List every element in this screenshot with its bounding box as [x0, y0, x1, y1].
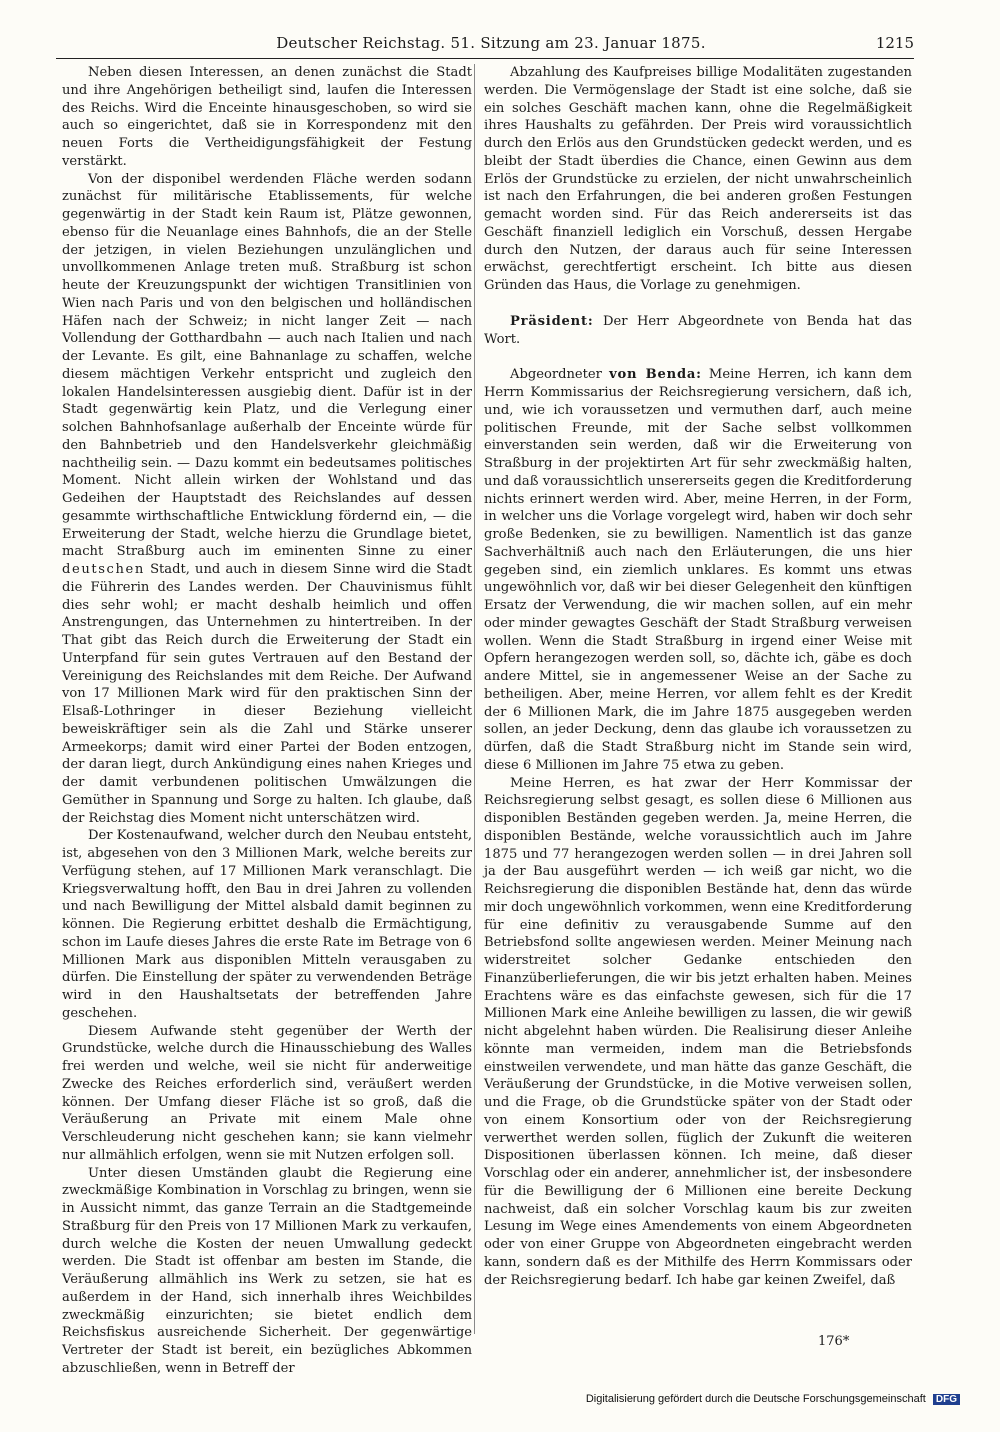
emphasized-word: deutschen: [62, 562, 145, 577]
right-column: [484, 64, 912, 1289]
paragraph: Neben diesen Interessen, an denen zunächst die Stadt und ihre Angehörigen betheiligt sind, laufen die Interessen des Reichs. Wird die Enceinte hinausgeschoben, so wird sie auch so eingerichtet, daß sie in Korrespondenz mit den neuen Forts die Vertheidigungsfähigkeit der Festung verstärkt.: [62, 65, 472, 169]
paragraph: [62, 171, 472, 828]
speaker-name: von Benda:: [609, 367, 702, 383]
speaker-prefix: Abgeordneter: [510, 367, 602, 383]
spacer: [484, 348, 912, 366]
paragraph: Der Kostenaufwand, welcher durch den Neubau entsteht, ist, abgesehen von den 3 Millionen Mark, welche bereits zur Verfügung stehen, auf 17 Millionen Mark veranschlagt. Die Kriegsverwaltung hofft, den Bau in drei Jahren zu vollenden und nach Bewilligung der Mittel alsbald damit beginnen zu können. Die Regierung erbittet deshalb die Ermächtigung, schon im Laufe dieses Jahres die erste Rate im Betrage von 6 Millionen Mark aus disponiblen Mitteln verausgaben zu dürfen. Die Einstellung der später zu verwendenden Beträge wird in den Haushaltsetats der betreffenden Jahre geschehen.: [62, 828, 472, 1021]
dfg-logo: DFG: [933, 1394, 960, 1405]
signature-mark: 176*: [818, 1334, 850, 1349]
speech-text: Meine Herren, ich kann dem Herrn Kommissarius der Reichsregierung versichern, daß ich, und, wie ich voraussetzen und vermuthen darf, auch meine politischen Freunde, mit der Sache selbst vollkommen einverstanden sein werden, daß wir die Erweiterung von Straßburg in der projektirten Art für sehr zweckmäßig halten, und daß voraussichtlich unsererseits gegen die Kreditforderung nichts erinnert werden wird. Aber, meine Herren, in der Form, in welcher uns die Vorlage vorgelegt wird, haben wir doch sehr große Bedenken, sie zu bewilligen. Namentlich ist das ganze Sachverhältniß auch nach den Erläuterungen, die uns hier gegeben sind, ein ziemlich unklares. Es kommt uns etwas ungewöhnlich vor, daß wir bei dieser Gelegenheit den künftigen Ersatz der Verwendung, die wir machen sollen, auf ein mehr oder minder gewagtes Geschäft der Stadt Straßburg verweisen wollen. Wenn die Stadt Straßburg in irgend einer Weise mit Opfern herangezogen werden soll, so, dächte ich, gäbe es doch andere Mittel, sie in angemessener Weise an der Sache zu betheiligen. Aber, meine Herren, vor allem fehlt es der Kredit der 6 Millionen Mark, die im Jahre 1875 ausgegeben werden sollen, an jeder Deckung, denn das glaube ich voraussetzen zu dürfen, daß die Stadt Straßburg nicht im Stande sein wird, diese 6 Millionen im Jahre 75 etwa zu geben.: [484, 367, 912, 773]
statement-text: Der Herr Abgeordnete von Benda hat das Wort.: [484, 313, 912, 347]
page-number: 1215: [875, 34, 914, 52]
president-statement: [484, 313, 912, 349]
speaker-label: Präsident:: [510, 313, 594, 329]
paragraph: Meine Herren, es hat zwar der Herr Kommissar der Reichsregierung selbst gesagt, es sollen diese 6 Millionen aus disponiblen Beständen gegeben werden. Ja, meine Herren, die disponiblen Bestände, welche voraussichtlich auch im Jahre 1875 und 77 herangezogen werden sollen — in drei Jahren soll ja der Bau ausgeführt werden — ich weiß gar nicht, wo die Reichsregierung die disponiblen Bestände hat, denn das würde mir doch ungewöhnlich vorkommen, wenn eine Kreditforderung für eine definitiv zu verausgabende Summe auf den Betriebsfond sollte angewiesen werden. Meiner Meinung nach widerstreitet solcher Gedanke entschieden den Finanzüberlieferungen, die wir bis jetzt erhalten haben. Meines Erachtens wäre es das einfachste gewesen, sich für die 17 Millionen Mark eine Anleihe bewilligen zu lassen, die wir gewiß nicht abgelehnt haben würden. Die Realisirung dieser Anleihe könnte man vermeiden, indem man die Betriebsfonds einstweilen verwendete, und man hätte das ganze Geschäft, die Veräußerung der Grundstücke, in die Motive verweisen sollen, und die Frage, ob die Grundstücke später von der Stadt oder von einem Konsortium oder von der Reichsregierung verwerthet werden sollen, füglich der Zukunft die weiteren Dispositionen überlassen können. Ich meine, daß dieser Vorschlag oder ein anderer, annehmlicher ist, der insbesondere für die Bewilligung der 6 Millionen eine bereite Deckung nachweist, daß ein solcher Vorschlag kaum bis zur zweiten Lesung im Wege eines Amendements von einem Abgeordneten oder von einer Gruppe von Abgeordneten eingebracht werden kann, sondern daß es der Mithilfe des Herrn Kommissars oder der Reichsregierung bedarf. Ich habe gar keinen Zweifel, daß: [484, 775, 912, 1288]
running-header: [56, 34, 914, 59]
footer: [586, 1393, 960, 1405]
left-column: [62, 64, 472, 1378]
speech-paragraph: [484, 366, 912, 774]
column-divider: [474, 64, 475, 1334]
paragraph: Unter diesen Umständen glaubt die Regierung eine zweckmäßige Kombination in Vorschlag zu bringen, wenn sie in Aussicht nimmt, das ganze Terrain an die Stadtgemeinde Straßburg für den Preis von 17 Millionen Mark zu verkaufen, durch welche die Kosten der neuen Umwallung gedeckt werden. Die Stadt ist offenbar am besten im Stande, die Veräußerung allmählich ins Werk zu setzen, sie hat es außerdem in der Hand, sich innerhalb ihres Weichbildes zweckmäßig einzurichten; sie bietet endlich dem Reichsfiskus ausreichende Sicherheit. Der gegenwärtige Vertreter der Stadt ist bereit, ein bezügliches Abkommen abzuschließen, wenn in Betreff der: [62, 1165, 472, 1376]
header-title: Deutscher Reichstag. 51. Sitzung am 23. Januar 1875.: [276, 34, 706, 52]
paragraph: Abzahlung des Kaufpreises billige Modalitäten zugestanden werden. Die Vermögenslage der Stadt ist eine solche, daß sie ein solches Geschäft machen kann, ohne die Regelmäßigkeit ihres Haushalts zu gefährden. Der Preis wird voraussichtlich durch den Erlös aus den Grundstücken gedeckt werden, und es bleibt der Stadt überdies die Chance, einen Gewinn aus dem Erlös der Grundstücke zu erzielen, der nicht unwahrscheinlich ist nach den Erfahrungen, die bei anderen großen Festungen gemacht worden sind. Für das Reich andererseits ist das Geschäft finanziell lediglich ein Vorschuß, dessen Hergabe durch den Nutzen, der daraus auch für seine Interessen erwächst, gerechtfertigt erscheint. Ich bitte aus diesen Gründen das Haus, die Vorlage zu genehmigen.: [484, 65, 912, 293]
paragraph-text: Stadt, und auch in diesem Sinne wird die Stadt die Führerin des Landes werden. Der Chauvinismus fühlt dies sehr wohl; er macht deshalb heimlich und offen Anstrengungen, das Unternehmen zu hintertreiben. In der That gibt das Reich durch die Erweiterung der Stadt ein Unterpfand für sein gutes Vertrauen auf den Bestand der Vereinigung des Reichslandes mit dem Reiche. Der Aufwand von 17 Millionen Mark wird für den praktischen Sinn der Elsaß-Lothringer in dieser Beziehung vielleicht beweiskräftiger sein als die Zahl und Stärke unserer Armeekorps; damit wird einer Partei der Boden entzogen, der daran liegt, durch Ankündigung eines nahen Krieges und der damit verbundenen politischen Umwälzungen die Gemüther in Spannung und Sorge zu halten. Ich glaube, daß der Reichstag dies Moment nicht unterschätzen wird.: [62, 562, 472, 826]
spacer: [484, 295, 912, 313]
paragraph: Diesem Aufwande steht gegenüber der Werth der Grundstücke, welche durch die Hinausschiebung des Walles frei werden und welche, weil sie nicht für anderweitige Zwecke des Reiches erforderlich sind, veräußert werden können. Der Umfang dieser Fläche ist so groß, daß die Veräußerung an Private mit einem Male ohne Verschleuderung nicht geschehen kann; sie kann vielmehr nur allmählich erfolgen, wenn sie mit Nutzen erfolgen soll.: [62, 1023, 472, 1163]
footer-text: Digitalisierung gefördert durch die Deutsche Forschungsgemeinschaft: [585, 1393, 926, 1405]
paragraph-text: Von der disponibel werdenden Fläche werden sodann zunächst für militärische Etablissements, für welche gegenwärtig in der Stadt kein Raum ist, Plätze gewonnen, ebenso für die Neuanlage eines Bahnhofs, die an der Stelle der jetzigen, in vielen Beziehungen unzulänglichen und unvollkommenen Anlage treten muß. Straßburg ist schon heute der Kreuzungspunkt der wichtigen Transitlinien von Wien nach Paris und von den belgischen und holländischen Häfen nach der Schweiz; in nicht langer Zeit — nach Vollendung der Gotthardbahn — auch nach Italien und nach der Levante. Es gilt, eine Bahnanlage zu schaffen, welche diesem mächtigen Verkehr entspricht und zugleich den lokalen Handelsinteressen ausgiebig dient. Dafür ist in der Stadt gegenwärtig kein Platz, und die Verlegung einer solchen Bahnhofsanlage außerhalb der Enceinte würde für den Bahnbetrieb und den Handelsverkehr gleichmäßig nachtheilig sein. — Dazu kommt ein bedeutsames politisches Moment. Nicht allein wirken der Wohlstand und das Gedeihen der Hauptstadt des Reichslandes auf dessen gesammte wirthschaftliche Entwicklung fördernd ein, — die Erweiterung der Stadt, welche hierzu die Grundlage bietet, macht Straßburg auch im eminenten Sinne zu einer: [62, 171, 472, 560]
